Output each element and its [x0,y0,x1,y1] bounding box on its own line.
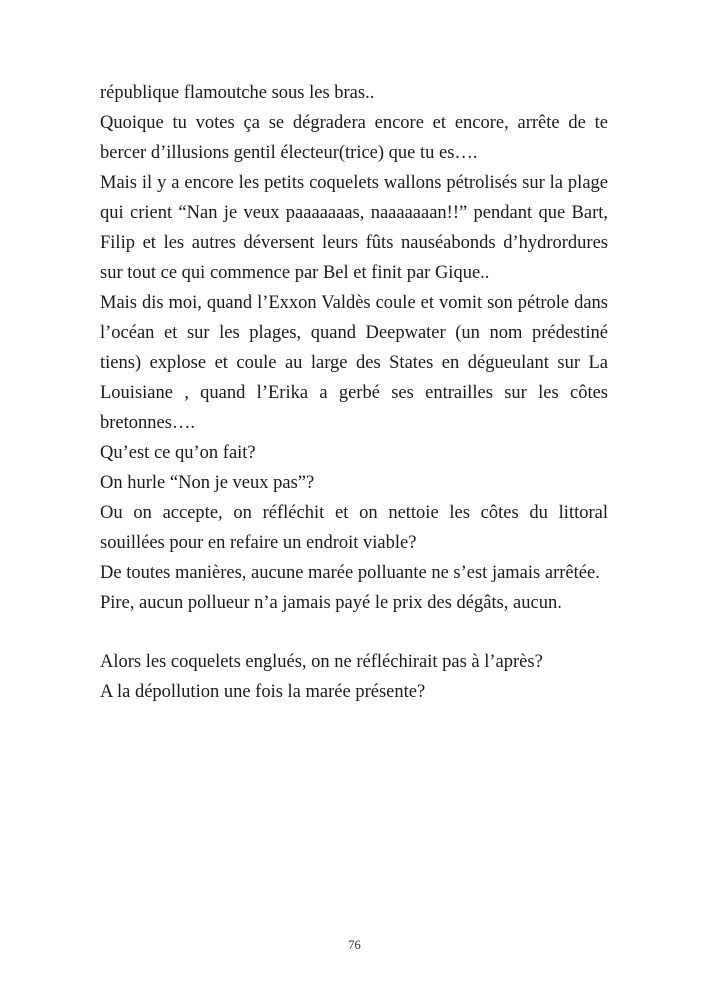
paragraph: Mais il y a encore les petits coquelets wallons pétrolisés sur la plage qui crient “Nan je veux paaaaaaas, naaaaaaan!!” pendant que Bart, Filip et les autres déversent leurs fûts nauséabonds d’hydrordures sur tout ce qui commence par Bel et finit par Gique.. [100,173,608,283]
page-number: 76 [348,938,361,952]
paragraph: Qu’est ce qu’on fait? [100,443,256,463]
paragraph: De toutes manières, aucune marée polluante ne s’est jamais arrêtée. [100,563,600,583]
paragraph: Quoique tu votes ça se dégradera encore et encore, arrête de te bercer d’illusions gentil électeur(trice) que tu es…. [100,113,608,163]
paragraph: Alors les coquelets englués, on ne réfléchirait pas à l’après? [100,652,543,672]
paragraph: Ou on accepte, on réfléchit et on nettoie les côtes du littoral souillées pour en refaire un endroit viable? [100,503,608,553]
paragraph: On hurle “Non je veux pas”? [100,473,315,493]
paragraph: Mais dis moi, quand l’Exxon Valdès coule et vomit son pétrole dans l’océan et sur les plages, quand Deepwater (un nom prédestiné tiens) explose et coule au large des States en dégueulant sur La Louisiane , quand l’Erika a gerbé ses entrailles sur les côtes bretonnes…. [100,293,608,433]
paragraph: Pire, aucun pollueur n’a jamais payé le prix des dégâts, aucun. [100,593,562,613]
paragraph: A la dépollution une fois la marée présente? [100,682,426,702]
paragraph: république flamoutche sous les bras.. [100,83,375,103]
page-body [100,78,608,707]
paragraph-spacer [100,618,608,647]
